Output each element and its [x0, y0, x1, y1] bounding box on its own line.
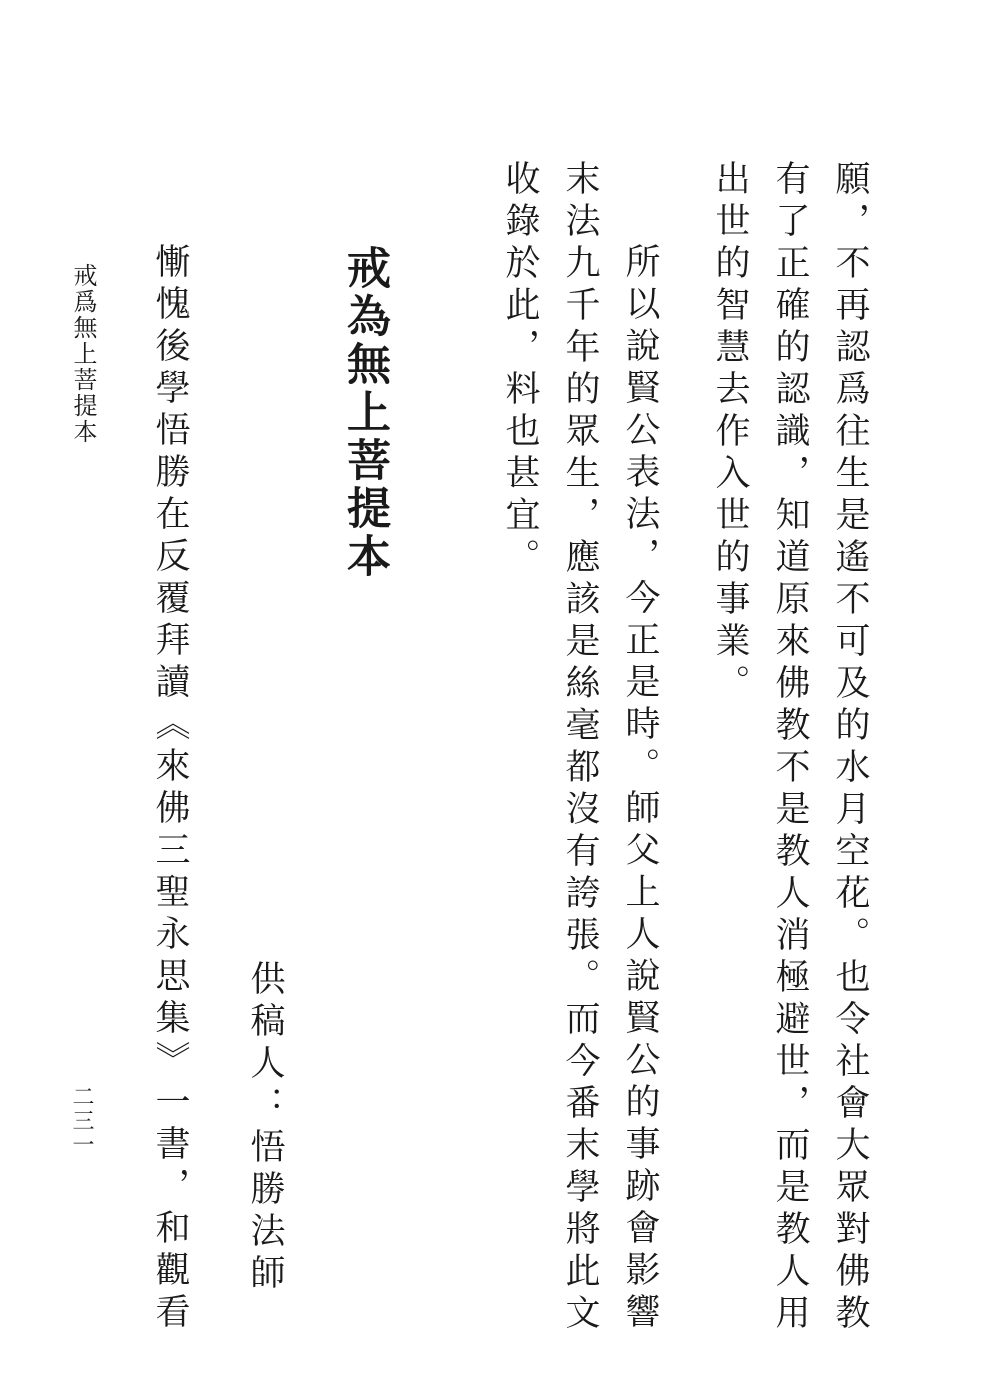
- text-column-5: 末法九千年的眾生，應該是絲毫都沒有誇張。而今番末學將此文: [560, 160, 600, 1336]
- next-paragraph-column: 慚愧後學悟勝在反覆拜讀《來佛三聖永思集》一書，和觀看: [150, 243, 190, 1335]
- author-line: 供稿人：悟勝法師: [245, 960, 285, 1296]
- text-column-1: 願，不再認爲往生是遙不可及的水月空花。也令社會大眾對佛教: [830, 160, 870, 1336]
- text-column-2: 有了正確的認識，知道原來佛教不是教人消極避世，而是教人用: [770, 160, 810, 1336]
- page-number: 二三一: [69, 1085, 94, 1157]
- text-column-4: 所以說賢公表法，今正是時。師父上人說賢公的事跡會影響: [620, 243, 660, 1335]
- running-header: 戒爲無上菩提本: [69, 263, 97, 445]
- text-column-6: 收錄於此，料也甚宜。: [500, 160, 540, 580]
- article-title: 戒為無上菩提本: [339, 245, 390, 581]
- text-column-3: 出世的智慧去作入世的事業。: [710, 160, 750, 706]
